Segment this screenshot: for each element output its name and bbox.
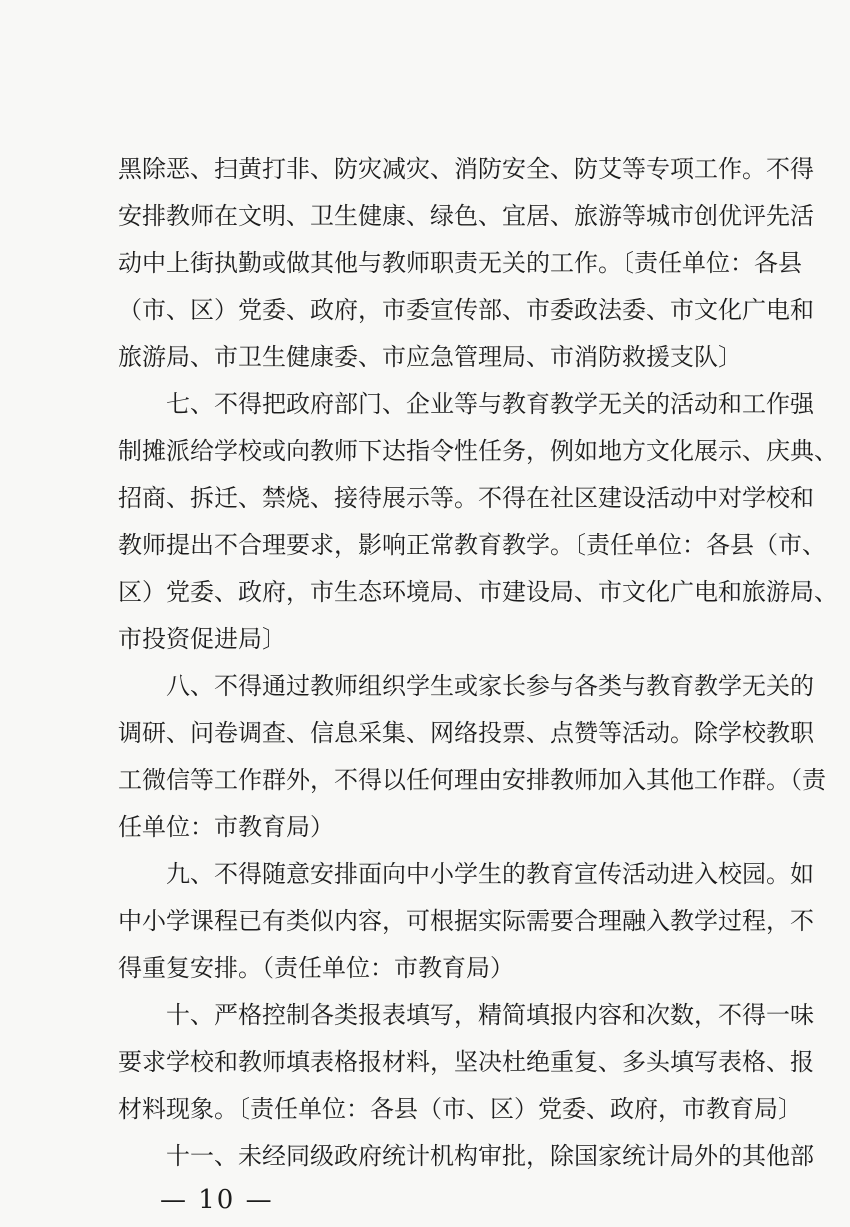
text-line: 旅游局、市卫生健康委、市应急管理局、市消防救援支队〕 [118,343,742,371]
text-line: 九、不得随意安排面向中小学生的教育宣传活动进入校园。如 [166,860,814,888]
text-line: 招商、拆迁、禁烧、接待展示等。不得在社区建设活动中对学校和 [118,484,814,512]
text-line: 黑除恶、扫黄打非、防灾减灾、消防安全、防艾等专项工作。不得 [118,155,814,183]
text-line: 七、不得把政府部门、企业等与教育教学无关的活动和工作强 [166,390,814,418]
text-line: 得重复安排。（责任单位：市教育局） [118,954,514,982]
text-line: 材料现象。〔责任单位：各县（市、区）党委、政府，市教育局〕 [118,1095,802,1123]
text-line: 调研、问卷调查、信息采集、网络投票、点赞等活动。除学校教职 [118,719,814,747]
text-line: （市、区）党委、政府，市委宣传部、市委政法委、市文化广电和 [118,296,814,324]
text-line: 教师提出不合理要求，影响正常教育教学。〔责任单位：各县（市、 [118,531,826,559]
text-line: 任单位：市教育局） [118,813,334,841]
text-line: 动中上街执勤或做其他与教师职责无关的工作。〔责任单位：各县 [118,249,802,277]
text-line: 制摊派给学校或向教师下达指令性任务，例如地方文化展示、庆典、 [118,437,838,465]
page-number: — 10 — [160,1185,274,1215]
text-line: 十一、未经同级政府统计机构审批，除国家统计局外的其他部 [166,1142,814,1170]
text-line: 要求学校和教师填表格报材料，坚决杜绝重复、多头填写表格、报 [118,1048,814,1076]
text-line: 安排教师在文明、卫生健康、绿色、宜居、旅游等城市创优评先活 [118,202,814,230]
text-line: 八、不得通过教师组织学生或家长参与各类与教育教学无关的 [166,672,814,700]
text-line: 十、严格控制各类报表填写，精简填报内容和次数，不得一味 [166,1001,814,1029]
text-line: 区）党委、政府，市生态环境局、市建设局、市文化广电和旅游局、 [118,578,838,606]
text-line: 工微信等工作群外，不得以任何理由安排教师加入其他工作群。（责 [118,766,826,794]
text-line: 中小学课程已有类似内容，可根据实际需要合理融入教学过程，不 [118,907,814,935]
text-line: 市投资促进局〕 [118,625,286,653]
